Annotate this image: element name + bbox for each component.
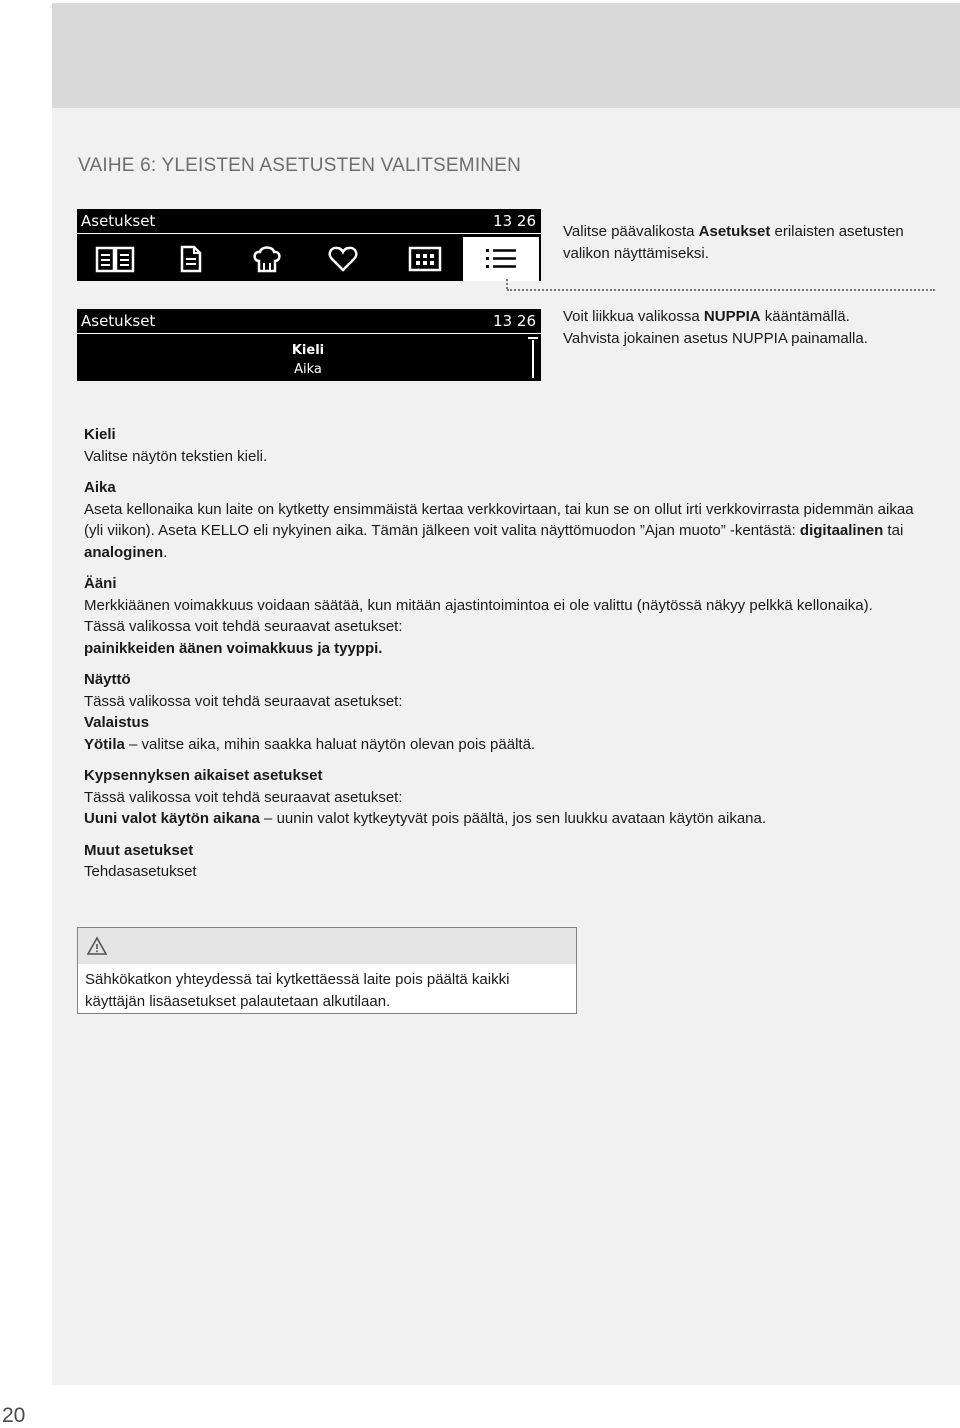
menu-icon-row	[77, 237, 541, 281]
section-title: Kieli	[84, 426, 116, 443]
warning-box	[77, 927, 577, 1014]
section-naytto	[84, 669, 924, 755]
section-text: Tässä valikossa voit tehdä seuraavat asetukset:	[84, 788, 403, 806]
section-aika	[84, 477, 924, 563]
display-clock: 13 26	[493, 312, 536, 330]
section-muut	[84, 840, 924, 883]
instruction-text-1: Valitse päävalikosta Asetukset erilaisten asetusten valikon näyttämiseksi.	[563, 223, 904, 262]
section-text: Tässä valikossa voit tehdä seuraavat asetukset:	[84, 618, 403, 635]
display-main-menu	[77, 209, 541, 281]
chef-hat-icon[interactable]	[229, 237, 305, 281]
settings-list	[77, 337, 541, 381]
section-title: Aika	[84, 479, 116, 496]
callout-divider	[507, 289, 935, 291]
warning-header	[78, 928, 576, 964]
grid-icon[interactable]	[387, 237, 463, 281]
warning-text: Sähkökatkon yhteydessä tai kytkettäessä laite pois päältä kaikki käyttäjän lisäasetukset palautetaan alkutilaan.	[85, 971, 510, 1010]
section-option: Yötila – valitse aika, mihin saakka haluat näytön olevan pois päältä.	[84, 735, 536, 753]
section-text: Aseta kellonaika kun laite on kytketty ensimmäistä kertaa verkkovirtaan, tai kun se on ollut irti verkkovirrasta pidemmän aikaa (yli viikon). Aseta KELLO eli nykyinen aika. Tämän jälkeen voit valita näyttömuodon ”Ajan muoto” -kentästä: digitaalinen tai analoginen.	[84, 500, 914, 561]
section-text: Valitse näytön tekstien kieli.	[84, 447, 268, 465]
scrollbar[interactable]	[532, 340, 534, 378]
heart-icon[interactable]	[305, 237, 381, 281]
list-item[interactable]: Aika	[294, 362, 322, 377]
section-text: Merkkiäänen voimakkuus voidaan säätää, kun mitään ajastintoimintoa ei ole valittu (näytössä näkyy pelkkä kellonaika).	[84, 596, 873, 614]
display-header	[77, 209, 541, 234]
section-title: Muut asetukset	[84, 841, 194, 859]
section-aani	[84, 573, 924, 659]
display-header	[77, 309, 541, 334]
section-title: Kypsennyksen aikaiset asetukset	[84, 767, 323, 784]
section-kypsennys	[84, 765, 924, 830]
display-settings-menu	[77, 309, 541, 381]
instruction-text-2: Voit liikkua valikossa NUPPIA kääntämällä. Vahvista jokainen asetus NUPPIA painamalla.	[563, 308, 868, 347]
section-title: Näyttö	[84, 671, 131, 688]
section-kieli	[84, 424, 924, 467]
section-text: Tehdasasetukset	[84, 863, 197, 880]
list-icon[interactable]	[463, 237, 539, 281]
section-text: Tässä valikossa voit tehdä seuraavat asetukset:	[84, 692, 403, 710]
display-clock: 13 26	[493, 212, 536, 230]
book-icon[interactable]	[77, 237, 153, 281]
page-number: 20	[2, 1404, 26, 1427]
warning-triangle-icon	[86, 936, 108, 961]
settings-descriptions	[84, 424, 924, 893]
section-option: Valaistus	[84, 714, 150, 731]
display-title: Asetukset	[81, 212, 156, 230]
header-band	[52, 3, 960, 108]
list-item-selected[interactable]: Kieli	[291, 343, 325, 358]
scrollbar-thumb[interactable]	[528, 337, 538, 339]
section-option: painikkeiden äänen voimakkuus ja tyyppi.	[84, 639, 383, 657]
recipe-icon[interactable]	[153, 237, 229, 281]
display-title: Asetukset	[81, 312, 156, 330]
callout-connector	[506, 279, 508, 289]
section-title: Ääni	[84, 575, 117, 592]
page-title: VAIHE 6: YLEISTEN ASETUSTEN VALITSEMINEN	[78, 155, 522, 176]
section-option: Uuni valot käytön aikana – uunin valot kytkeytyvät pois päältä, jos sen luukku avataan käytön aikana.	[84, 810, 767, 827]
